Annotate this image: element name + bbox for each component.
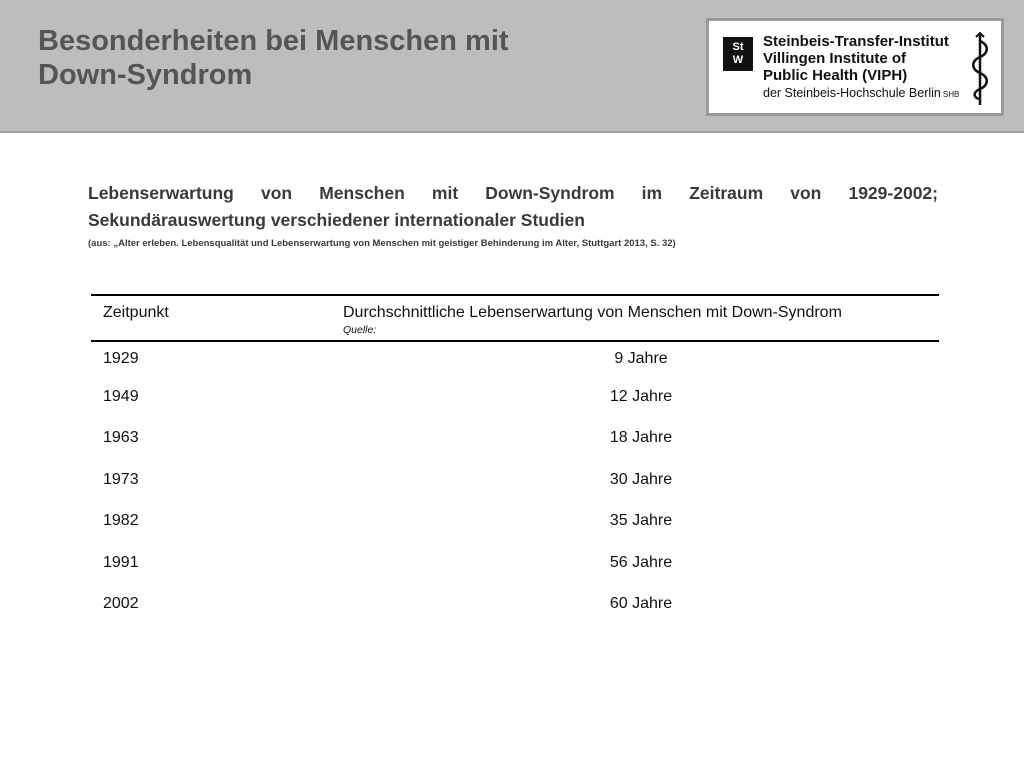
table-row: [91, 376, 939, 418]
column-header-source: Quelle:: [343, 324, 377, 336]
logo-line-1: Steinbeis-Transfer-Institut: [763, 33, 949, 50]
year-cell: 1973: [103, 470, 139, 488]
slide-subtitle: Lebenserwartung von Menschen mit Down-Syndrom im Zeitraum von 1929-2002; Sekundärauswertung verschiedener internationaler Studien: [88, 183, 938, 230]
value-cell: 9 Jahre: [614, 350, 668, 367]
year-cell: 1929: [103, 350, 139, 367]
year-cell: 1963: [103, 429, 139, 447]
logo-line-4-text: der Steinbeis-Hochschule Berlin: [763, 86, 941, 100]
logo-line-3: Public Health (VIPH): [763, 67, 908, 84]
slide-title-line2: Down-Syndrom: [38, 59, 253, 91]
table-row: [91, 459, 939, 501]
table-row: [91, 584, 939, 626]
value-cell: 12 Jahre: [609, 387, 673, 405]
value-cell: 30 Jahre: [609, 470, 673, 488]
table-row: [91, 542, 939, 584]
source-citation: (aus: „Alter erleben. Lebensqualität und Lebenserwartung von Menschen mit geistiger Behinderung im Alter, Stuttgart 2013, S. 32): [88, 238, 676, 249]
value-cell: 18 Jahre: [609, 429, 673, 447]
life-expectancy-table: [91, 294, 939, 625]
value-cell: 60 Jahre: [609, 595, 673, 613]
table-header-row: [91, 295, 939, 341]
table-row: [91, 501, 939, 543]
column-header-lebenserwartung-label: Durchschnittliche Lebenserwartung von Menschen mit Down-Syndrom: [343, 304, 842, 321]
stw-logo-mark: [723, 37, 753, 71]
value-cell: 56 Jahre: [609, 553, 673, 571]
aesculapian-staff-icon: [967, 31, 993, 107]
logo-mark-top: St: [732, 41, 744, 53]
year-cell: 1949: [103, 387, 139, 405]
slide-title-line1: Besonderheiten bei Menschen mit: [38, 25, 509, 57]
year-cell: 1982: [103, 512, 139, 530]
logo-line-2: Villingen Institute of: [763, 50, 907, 67]
table-row: [91, 418, 939, 460]
table-row: [91, 341, 939, 376]
slide-header: [0, 0, 1024, 133]
logo-line-4: [763, 86, 959, 100]
column-header-zeitpunkt: Zeitpunkt: [91, 295, 343, 341]
logo-line-4-suffix: SHB: [942, 90, 960, 99]
logo-mark-bottom: W: [732, 54, 744, 66]
column-header-lebenserwartung: [343, 295, 939, 341]
institute-logo: [706, 18, 1004, 116]
year-cell: 2002: [103, 595, 139, 613]
slide-title: [38, 24, 598, 92]
value-cell: 35 Jahre: [609, 512, 673, 530]
year-cell: 1991: [103, 553, 139, 571]
